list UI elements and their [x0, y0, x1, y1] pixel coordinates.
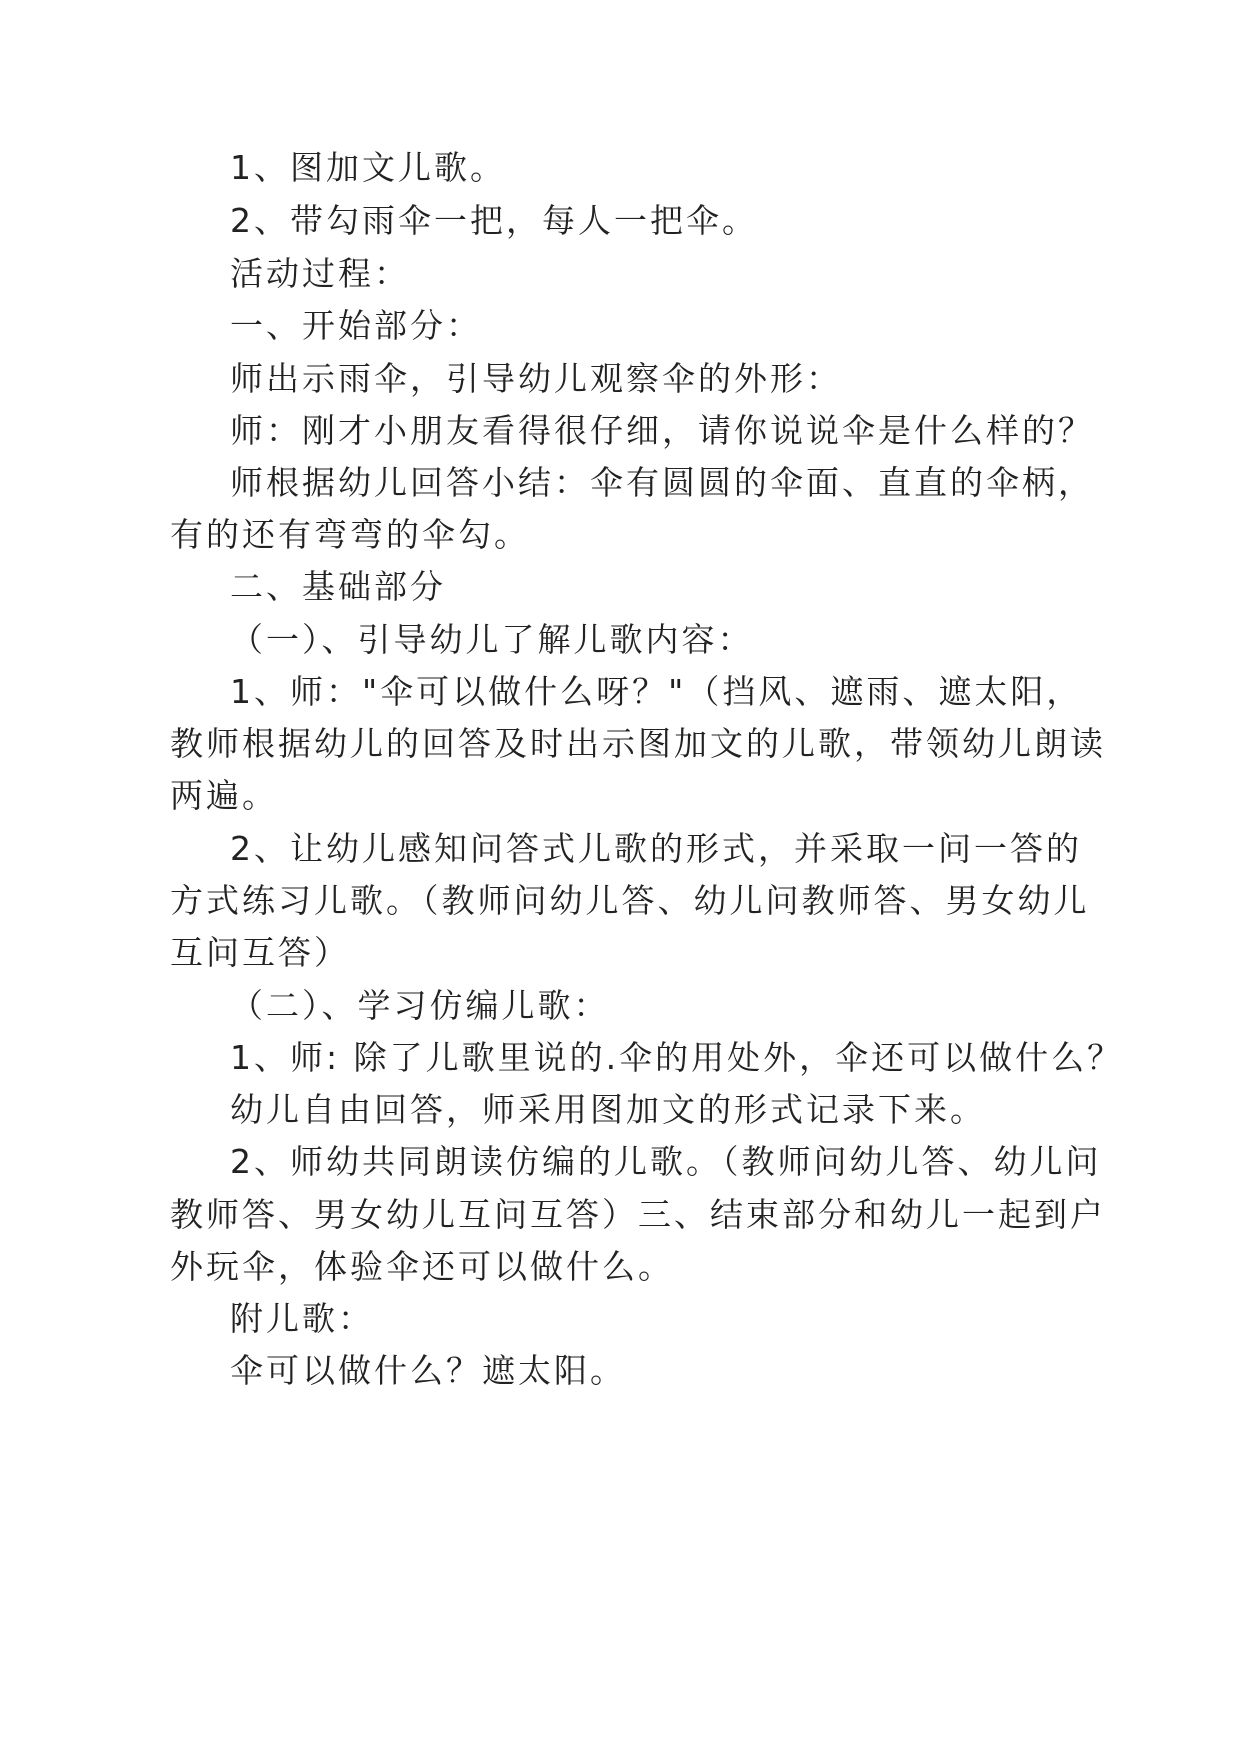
- text-line-7: 师根据幼儿回答小结：伞有圆圆的伞面、直直的伞柄，: [230, 463, 1094, 502]
- text-line-2: 2、带勾雨伞一把，每人一把伞。: [230, 201, 758, 240]
- text-line-19: 幼儿自由回答，师采用图加文的形式记录下来。: [230, 1090, 986, 1129]
- text-line-16: 互问互答）: [170, 933, 350, 972]
- text-line-17: （二）、学习仿编儿歌：: [230, 986, 610, 1025]
- text-line-10: （一）、引导幼儿了解儿歌内容：: [230, 620, 754, 659]
- text-line-20: 2、师幼共同朗读仿编的儿歌。（教师问幼儿答、幼儿问: [230, 1142, 1102, 1181]
- text-line-21: 教师答、男女幼儿互问互答）三、结束部分和幼儿一起到户: [170, 1195, 1106, 1234]
- text-line-18: 1、师: 除了儿歌里说的.伞的用处外，伞还可以做什么？: [230, 1038, 1124, 1077]
- text-line-23: 附儿歌：: [230, 1299, 374, 1338]
- text-line-24: 伞可以做什么？遮太阳。: [230, 1351, 626, 1390]
- text-line-9: 二、基础部分: [230, 567, 446, 606]
- text-line-11: 1、师："伞可以做什么呀？"（挡风、遮雨、遮太阳，: [230, 672, 1083, 711]
- text-line-4: 一、开始部分：: [230, 306, 482, 345]
- text-line-22: 外玩伞，体验伞还可以做什么。: [170, 1247, 674, 1286]
- text-line-8: 有的还有弯弯的伞勾。: [170, 515, 530, 554]
- text-line-14: 2、让幼儿感知问答式儿歌的形式，并采取一问一答的: [230, 829, 1082, 868]
- text-line-3: 活动过程：: [230, 254, 410, 293]
- text-line-5: 师出示雨伞，引导幼儿观察伞的外形：: [230, 359, 842, 398]
- text-line-1: 1、图加文儿歌。: [230, 148, 506, 187]
- text-line-6: 师：刚才小朋友看得很仔细，请你说说伞是什么样的？: [230, 411, 1094, 450]
- text-line-15: 方式练习儿歌。（教师问幼儿答、幼儿问教师答、男女幼儿: [170, 881, 1090, 920]
- text-line-13: 两遍。: [170, 776, 278, 815]
- text-line-12: 教师根据幼儿的回答及时出示图加文的儿歌，带领幼儿朗读: [170, 724, 1106, 763]
